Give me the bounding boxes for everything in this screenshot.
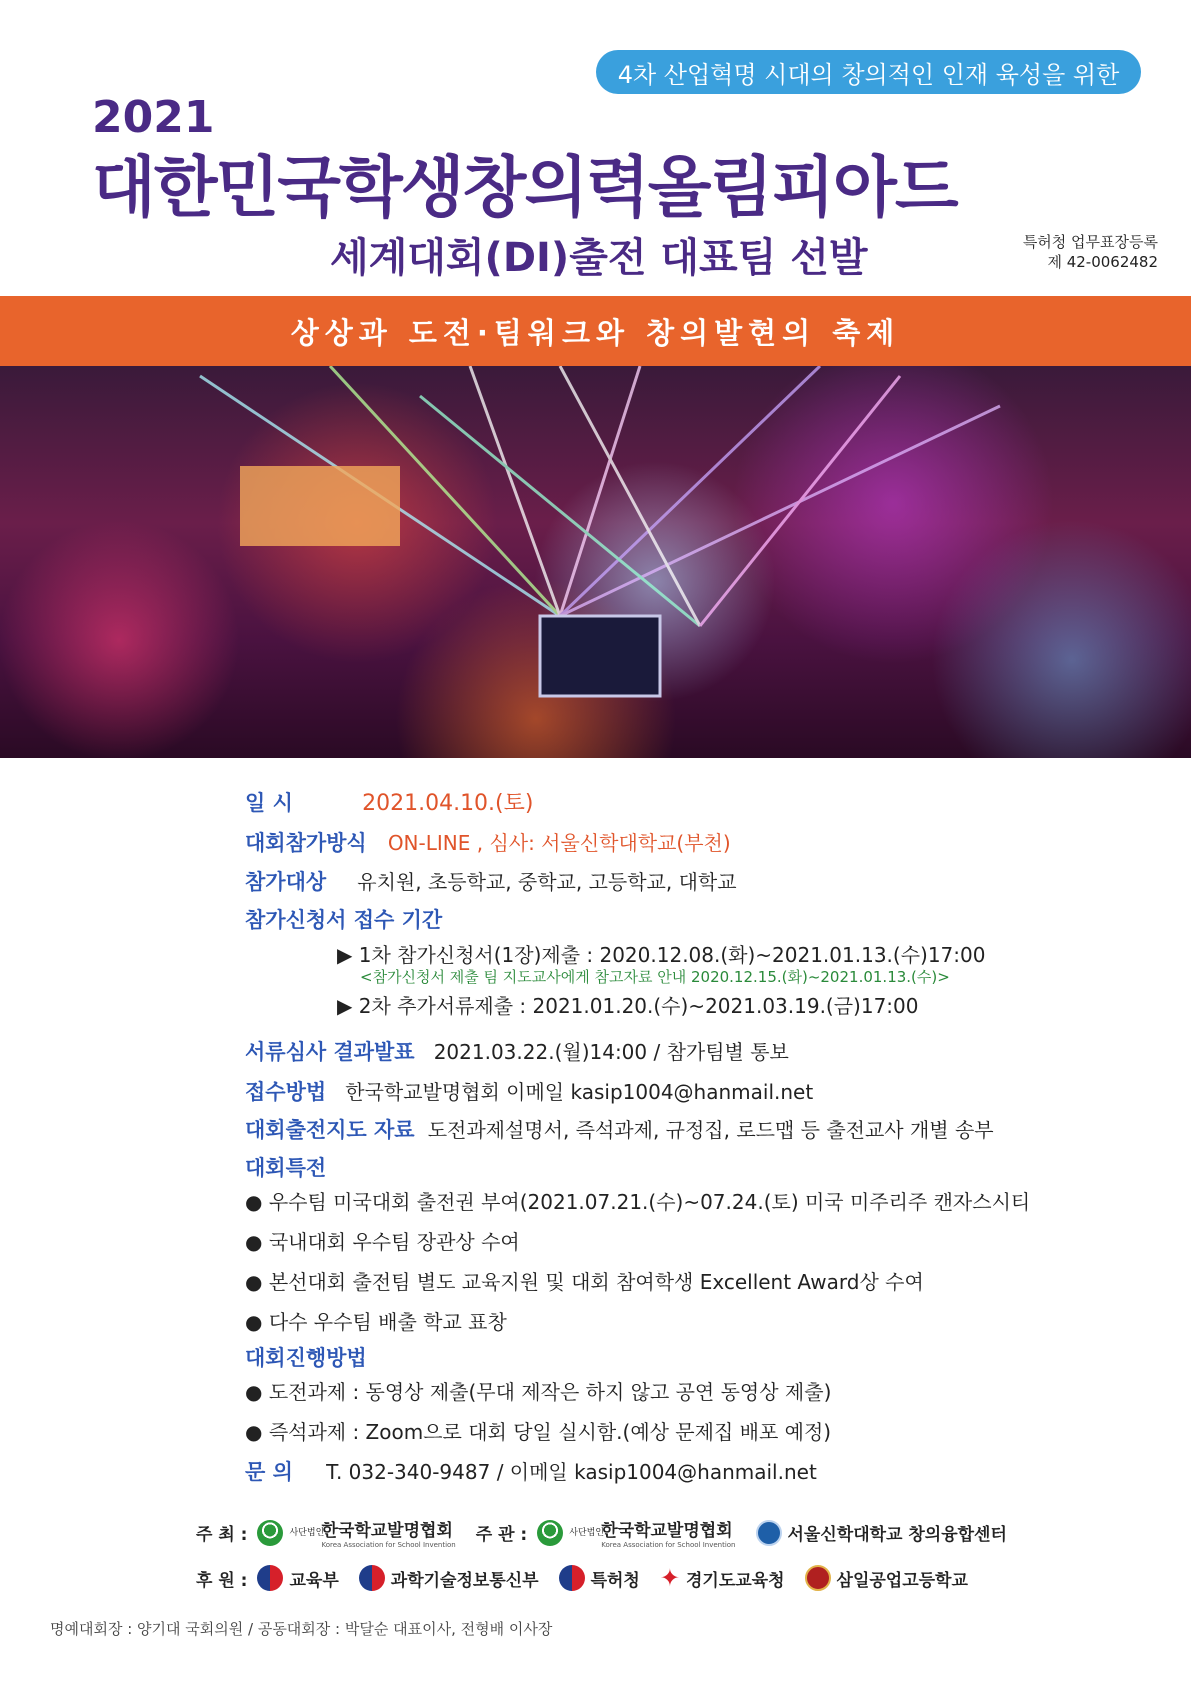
goe-logo-icon: ✦ [659,1564,680,1592]
taegeuk-icon [257,1565,283,1591]
center-org [756,1520,1007,1546]
host-name: 한국학교발명협회 [321,1521,453,1541]
taegeuk-icon [559,1565,585,1591]
kasi-logo-icon [257,1520,283,1546]
tagline-pill: 4차 산업혁명 시대의 창의적인 인재 육성을 위한 [596,50,1141,94]
supporter-moe: 교육부 [257,1565,338,1591]
contact-row [245,1456,817,1486]
organizer-label: 주 관 : [475,1525,528,1545]
screening-value: 2021.03.22.(월)14:00 / 참가팀별 통보 [433,1040,789,1064]
event-subtitle: 세계대회(DI)출전 대표팀 선발 [330,235,868,281]
honorary-chairs: 명예대회장 : 양기대 국회의원 / 공동대회장 : 박달순 대표이사, 전형배 이사장 [50,1620,553,1638]
contact-label: 문 의 [245,1460,293,1484]
kasi-logo-icon [537,1520,563,1546]
host-label: 주 최 : [196,1525,248,1545]
first-submission-note: <참가신청서 제출 팀 지도교사에게 참고자료 안내 2020.12.15.(화)~2021.01.13.(수)> [360,968,950,986]
support-label: 후 원 : [196,1570,248,1591]
university-seal-icon [756,1520,782,1546]
organizer-name: 한국학교발명협회 [601,1521,733,1541]
host-row [196,1516,1027,1549]
benefit-item: ● 우수팀 미국대회 출전권 부여(2021.07.21.(수)~07.24.(토) 미국 미주리주 캔자스시티 [245,1190,1031,1214]
benefits-label: 대회특전 [245,1156,327,1180]
taegeuk-icon [359,1565,385,1591]
benefit-item: ● 본선대회 출전팀 별도 교육지원 및 대회 참여학생 Excellent Award상 수여 [245,1270,924,1294]
event-photo [0,366,1191,758]
screening-label: 서류심사 결과발표 [245,1040,415,1064]
materials-value: 도전과제설명서, 즉석과제, 규정집, 로드맵 등 출전교사 개별 송부 [427,1118,994,1142]
benefit-item: ● 다수 우수팀 배출 학교 표창 [245,1310,507,1334]
supporter-goe: ✦ 경기도교육청 [659,1564,785,1592]
trademark-registration [1000,232,1158,272]
organizer-org [537,1516,735,1549]
date-row [245,786,533,817]
submission-value: 한국학교발명협회 이메일 kasip1004@hanmail.net [345,1080,814,1104]
registration-line-2: 제 42-0062482 [1047,253,1158,271]
contact-value: T. 032-340-9487 / 이메일 kasip1004@hanmail.net [326,1460,817,1484]
registration-line-1: 특허청 업무표장등록 [1022,233,1158,251]
date-value: 2021.04.10.(토) [362,791,534,816]
event-year: 2021 [92,92,215,143]
center-name: 서울신학대학교 창의융합센터 [787,1525,1007,1545]
support-row [196,1564,988,1592]
method-label: 대회참가방식 [245,831,367,855]
laser-lights [0,366,1191,758]
supporter-msit: 과학기술정보통신부 [359,1565,539,1591]
date-label: 일 시 [245,791,293,815]
slogan-banner: 상상과 도전·팀워크와 창의발현의 축제 [0,296,1191,366]
submission-label: 접수방법 [245,1080,327,1104]
host-prefix: 사단법인 [289,1527,325,1538]
first-submission: ▶ 1차 참가신청서(1장)제출 : 2020.12.08.(화)~2021.01.13.(수)17:00 [337,943,986,967]
procedure-label: 대회진행방법 [245,1346,367,1370]
supporter-kipo: 특허청 [559,1565,640,1591]
method-row [245,827,731,857]
event-title: 대한민국학생창의력올림피아드 [92,149,957,226]
materials-label: 대회출전지도 자료 [245,1118,415,1142]
eligibility-label: 참가대상 [245,870,327,894]
materials-row [245,1114,994,1144]
application-period-label: 참가신청서 접수 기간 [245,908,443,932]
eligibility-value: 유치원, 초등학교, 중학교, 고등학교, 대학교 [357,870,737,894]
supporter-school: 삼일공업고등학교 [805,1565,968,1591]
procedure-item: ● 즉석과제 : Zoom으로 대회 당일 실시함.(예상 문제집 배포 예정) [245,1420,832,1444]
host-name-en: Korea Association for School Invention [321,1541,456,1549]
benefit-item: ● 국내대회 우수팀 장관상 수여 [245,1230,520,1254]
submission-row [245,1076,813,1106]
procedure-item: ● 도전과제 : 동영상 제출(무대 제작은 하지 않고 공연 동영상 제출) [245,1380,832,1404]
screening-row [245,1036,789,1066]
organizer-prefix: 사단법인 [569,1527,605,1538]
eligibility-row [245,866,737,896]
method-value: ON-LINE , 심사: 서울신학대학교(부천) [387,831,731,855]
second-submission: ▶ 2차 추가서류제출 : 2021.01.20.(수)~2021.03.19.(금)17:00 [337,994,919,1018]
school-emblem-icon [805,1565,831,1591]
organizer-name-en: Korea Association for School Invention [601,1541,736,1549]
host-org [257,1516,455,1549]
